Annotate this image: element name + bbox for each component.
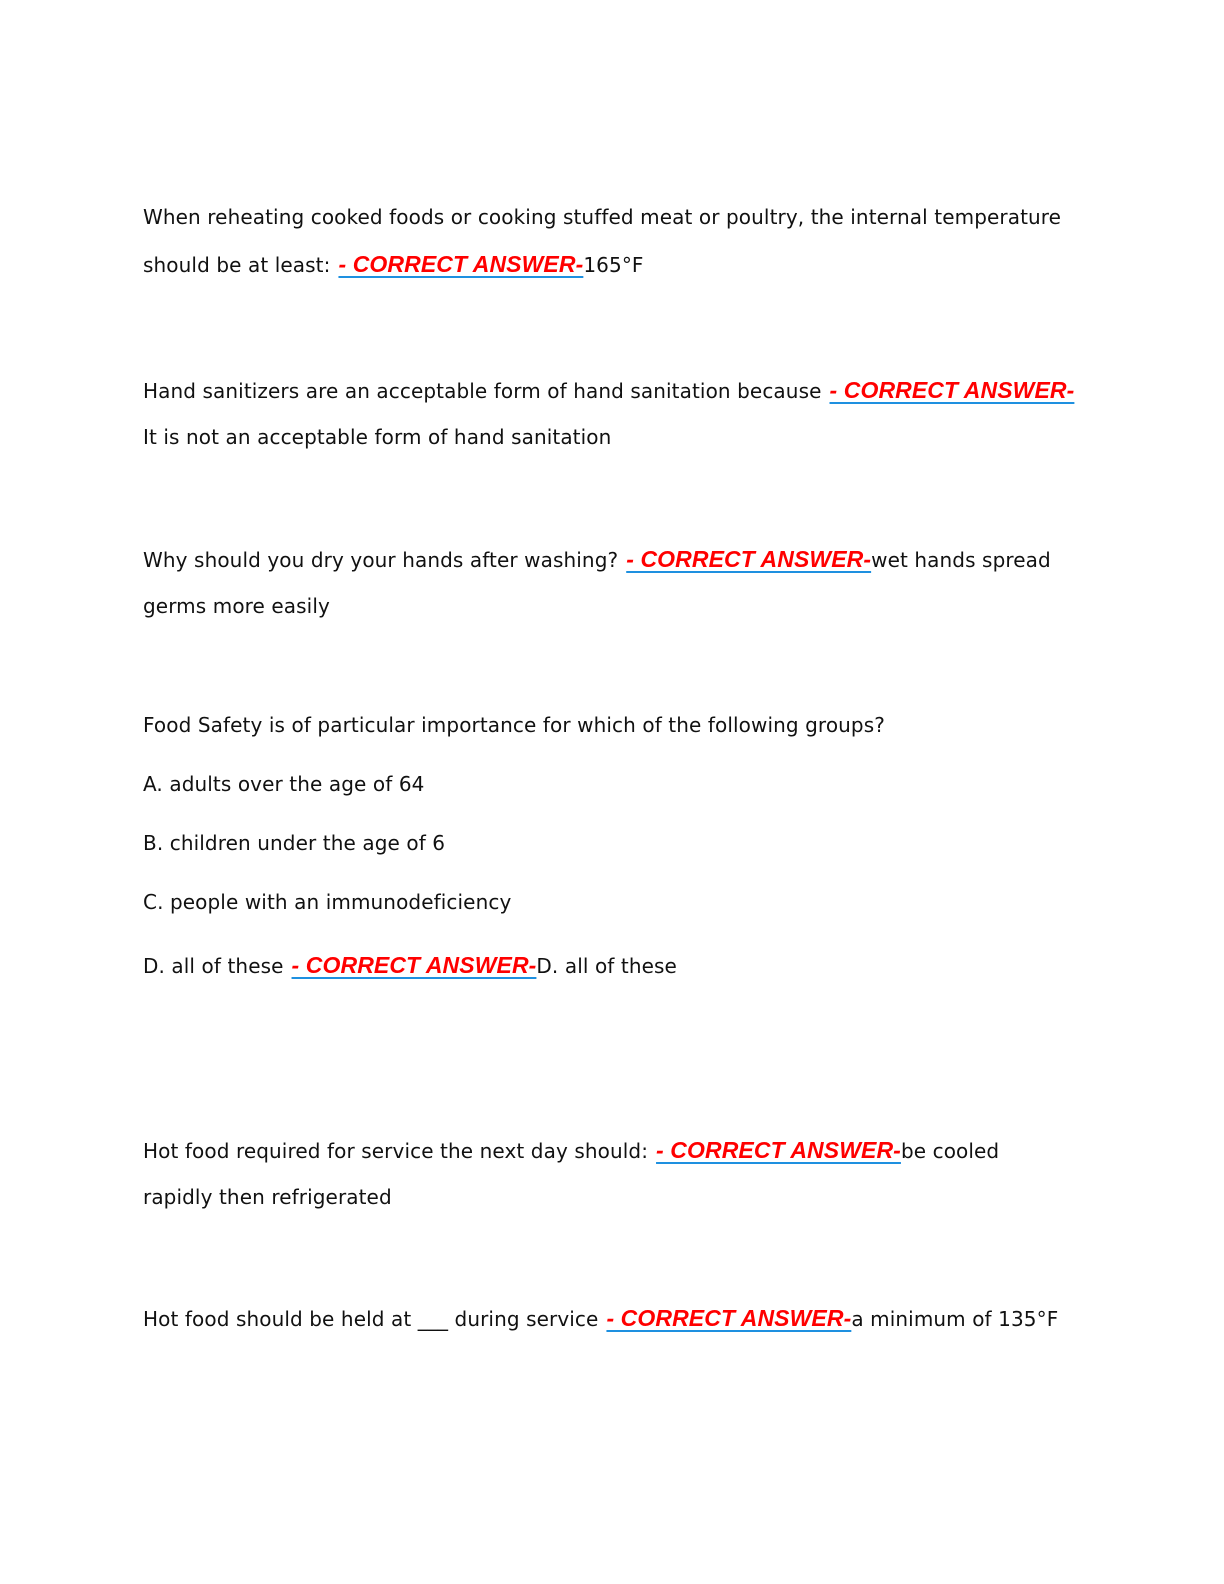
q1-line-2	[143, 251, 644, 278]
q4-option-b: B. children under the age of 6	[143, 831, 446, 855]
q4-option-d: D. all of these	[143, 954, 284, 978]
q1-line-1: When reheating cooked foods or cooking stuffed meat or poultry, the internal temperature	[143, 205, 1062, 229]
q5-answer-part-2: rapidly then refrigerated	[143, 1185, 392, 1209]
q5-line-1	[143, 1137, 999, 1164]
q4-correct-answer-marker: - CORRECT ANSWER-	[291, 952, 537, 978]
q6-question-text: Hot food should be held at ___ during service	[143, 1307, 599, 1331]
q3-answer-part-2: germs more easily	[143, 594, 330, 618]
q1-answer: 165°F	[583, 253, 644, 277]
q3-line-1	[143, 546, 1051, 573]
q5-answer-part-1: be cooled	[900, 1139, 1000, 1163]
q4-question: Food Safety is of particular importance for which of the following groups?	[143, 713, 885, 737]
q2-answer: It is not an acceptable form of hand sanitation	[143, 425, 612, 449]
q2-question-text: Hand sanitizers are an acceptable form of hand sanitation because	[143, 379, 822, 403]
q4-option-c: C. people with an immunodeficiency	[143, 890, 512, 914]
q4-option-d-line	[143, 952, 677, 979]
q3-correct-answer-marker: - CORRECT ANSWER-	[626, 546, 872, 572]
q6-line-1	[143, 1305, 1058, 1332]
q4-option-a: A. adults over the age of 64	[143, 772, 425, 796]
q3-question-text: Why should you dry your hands after washing?	[143, 548, 619, 572]
q1-question-text: should be at least:	[143, 253, 331, 277]
q2-line-1	[143, 377, 1074, 404]
q6-answer: a minimum of 135°F	[851, 1307, 1059, 1331]
q4-answer: D. all of these	[536, 954, 677, 978]
q5-correct-answer-marker: - CORRECT ANSWER-	[656, 1137, 901, 1163]
q1-correct-answer-marker: - CORRECT ANSWER-	[338, 251, 584, 277]
q6-correct-answer-marker: - CORRECT ANSWER-	[606, 1305, 852, 1331]
q5-question-text: Hot food required for service the next day should:	[143, 1139, 649, 1163]
q3-answer-part-1: wet hands spread	[871, 548, 1051, 572]
q2-correct-answer-marker: - CORRECT ANSWER-	[829, 377, 1075, 403]
